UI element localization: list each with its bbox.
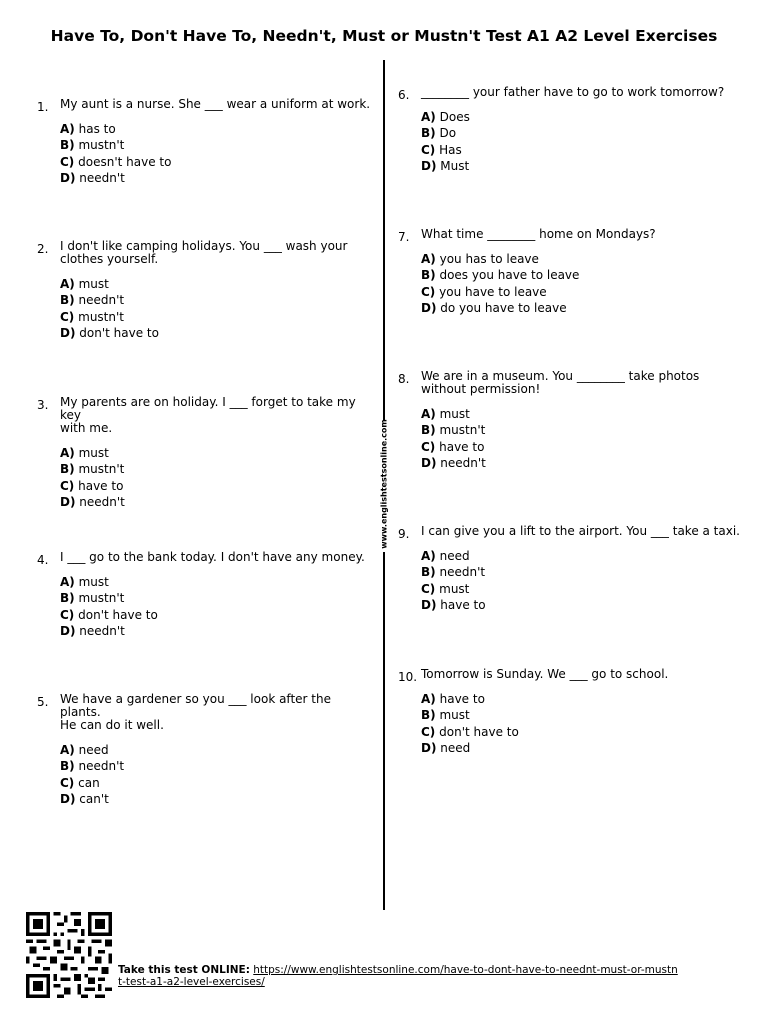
option-d[interactable] — [421, 300, 741, 316]
option-text: don't have to — [78, 607, 158, 622]
question-text: My parents are on holiday. I ___ forget to take my key with me. — [60, 395, 356, 435]
option-letter: A) — [60, 743, 75, 757]
option-letter: C) — [421, 581, 436, 596]
option-letter: A) — [60, 122, 75, 136]
option-c[interactable] — [421, 724, 741, 740]
option-d[interactable] — [60, 170, 375, 186]
option-text: needn't — [78, 293, 125, 308]
option-d[interactable] — [60, 791, 375, 807]
option-letter: B) — [421, 268, 436, 283]
option-letter: A) — [60, 575, 75, 589]
option-c[interactable] — [421, 439, 741, 455]
option-a[interactable] — [421, 691, 741, 707]
option-letter: A) — [421, 110, 436, 124]
option-text: must — [439, 708, 470, 723]
option-letter: D) — [60, 170, 76, 185]
option-letter: D) — [60, 623, 76, 638]
option-letter: D) — [60, 791, 76, 806]
option-a[interactable] — [421, 548, 741, 564]
page-title: Have To, Don't Have To, Needn't, Must or Mustn't Test A1 A2 Level Exercises — [50, 27, 718, 45]
option-b[interactable] — [60, 137, 375, 153]
question-text: My aunt is a nurse. She ___ wear a uniform at work. — [60, 97, 371, 111]
option-text: have to — [439, 692, 485, 706]
option-letter: D) — [60, 494, 76, 509]
question-text: I ___ go to the bank today. I don't have any money. — [60, 550, 365, 564]
option-text: don't have to — [439, 724, 519, 739]
test-online-link[interactable]: https://www.englishtestsonline.com/have-to-dont-have-to-neednt-must-or-mustnt-test-a1-a2-level-exercises/ — [118, 964, 678, 988]
option-c[interactable] — [60, 309, 375, 325]
option-text: does you have to leave — [439, 268, 580, 283]
question-number: 8. — [398, 372, 410, 386]
option-letter: A) — [421, 407, 436, 421]
option-text: must — [78, 575, 109, 589]
option-letter: B) — [421, 126, 436, 141]
option-letter: D) — [421, 740, 437, 755]
question-number: 5. — [37, 695, 49, 709]
option-a[interactable] — [60, 574, 375, 590]
option-letter: B) — [60, 462, 75, 477]
option-b[interactable] — [421, 707, 741, 723]
option-letter: C) — [60, 775, 75, 790]
question-number: 4. — [37, 553, 49, 567]
question-text: We have a gardener so you ___ look after the plants. He can do it well. — [60, 692, 331, 732]
option-text: mustn't — [78, 138, 125, 153]
option-text: have to — [439, 439, 485, 454]
option-letter: C) — [421, 284, 436, 299]
option-a[interactable] — [60, 742, 375, 758]
option-letter: C) — [60, 154, 75, 169]
option-letter: C) — [421, 142, 436, 157]
option-letter: D) — [421, 300, 437, 315]
option-text: Must — [440, 158, 470, 173]
option-text: need — [78, 743, 109, 757]
option-c[interactable] — [421, 284, 741, 300]
option-a[interactable] — [421, 251, 741, 267]
option-a[interactable] — [421, 109, 741, 125]
question-text: We are in a museum. You ________ take photos without permission! — [421, 369, 700, 396]
option-text: don't have to — [79, 325, 159, 340]
question-number: 6. — [398, 88, 410, 102]
option-a[interactable] — [60, 445, 375, 461]
option-c[interactable] — [60, 607, 375, 623]
option-letter: B) — [60, 759, 75, 774]
option-letter: C) — [421, 439, 436, 454]
question-text: What time ________ home on Mondays? — [421, 227, 656, 241]
option-text: Has — [439, 142, 462, 157]
option-c[interactable] — [60, 154, 375, 170]
option-c[interactable] — [60, 775, 375, 791]
option-a[interactable] — [60, 121, 375, 137]
column-divider-bottom — [383, 552, 385, 910]
option-c[interactable] — [60, 478, 375, 494]
option-text: can't — [79, 791, 109, 806]
watermark-url: www.englishtestsonline.com — [379, 419, 389, 549]
option-letter: A) — [60, 277, 75, 291]
option-text: doesn't have to — [78, 154, 172, 169]
option-letter: A) — [421, 692, 436, 706]
option-d[interactable] — [60, 325, 375, 341]
option-text: Does — [439, 110, 470, 124]
option-letter: B) — [421, 565, 436, 580]
option-d[interactable] — [60, 623, 375, 639]
option-text: must — [78, 277, 109, 291]
option-text: Do — [439, 126, 457, 141]
option-b[interactable] — [421, 267, 741, 283]
option-d[interactable] — [421, 158, 741, 174]
option-a[interactable] — [60, 276, 375, 292]
option-letter: B) — [60, 293, 75, 308]
option-b[interactable] — [60, 461, 375, 477]
option-letter: A) — [421, 252, 436, 266]
option-text: mustn't — [78, 462, 125, 477]
option-c[interactable] — [421, 142, 741, 158]
option-text: mustn't — [78, 591, 125, 606]
option-letter: D) — [421, 455, 437, 470]
option-b[interactable] — [60, 590, 375, 606]
option-text: have to — [440, 597, 486, 612]
option-letter: B) — [421, 708, 436, 723]
option-letter: C) — [60, 478, 75, 493]
question-number: 2. — [37, 242, 49, 256]
option-text: do you have to leave — [440, 300, 567, 315]
option-text: needn't — [79, 170, 125, 185]
option-letter: B) — [421, 423, 436, 438]
question-number: 9. — [398, 527, 410, 541]
option-letter: B) — [60, 138, 75, 153]
option-text: need — [439, 549, 470, 563]
option-text: must — [78, 446, 109, 460]
option-text: must — [439, 581, 470, 596]
option-text: needn't — [440, 455, 486, 470]
option-text: you has to leave — [439, 252, 539, 266]
option-text: must — [439, 407, 470, 421]
option-letter: B) — [60, 591, 75, 606]
option-text: needn't — [79, 494, 125, 509]
option-text: need — [440, 740, 471, 755]
option-d[interactable] — [421, 597, 741, 613]
option-text: needn't — [79, 623, 125, 638]
option-text: can — [78, 775, 100, 790]
option-b[interactable] — [60, 292, 375, 308]
option-letter: C) — [60, 309, 75, 324]
question-text: I don't like camping holidays. You ___ wash your clothes yourself. — [60, 239, 348, 266]
question-text: ________ your father have to go to work tomorrow? — [421, 85, 725, 99]
question-text: I can give you a lift to the airport. You ___ take a taxi. — [421, 524, 740, 538]
footer — [118, 964, 678, 988]
option-c[interactable] — [421, 581, 741, 597]
footer-label: Take this test ONLINE: — [118, 964, 250, 976]
option-letter: C) — [60, 607, 75, 622]
option-text: mustn't — [78, 309, 124, 324]
option-text: needn't — [78, 759, 125, 774]
question-number: 10. — [398, 670, 418, 684]
question-number: 1. — [37, 100, 49, 114]
option-b[interactable] — [60, 758, 375, 774]
question-number: 7. — [398, 230, 410, 244]
option-d[interactable] — [60, 494, 375, 510]
option-b[interactable] — [421, 125, 741, 141]
option-letter: A) — [60, 446, 75, 460]
option-text: you have to leave — [439, 284, 547, 299]
option-letter: D) — [421, 597, 437, 612]
column-divider-top — [383, 60, 385, 420]
option-b[interactable] — [421, 422, 741, 438]
option-letter: D) — [60, 325, 76, 340]
option-a[interactable] — [421, 406, 741, 422]
option-letter: A) — [421, 549, 436, 563]
option-text: have to — [78, 478, 124, 493]
option-d[interactable] — [421, 740, 741, 756]
option-text: needn't — [439, 565, 486, 580]
option-b[interactable] — [421, 564, 741, 580]
option-letter: C) — [421, 724, 436, 739]
option-text: mustn't — [439, 423, 486, 438]
qr-code-icon[interactable] — [24, 912, 114, 998]
option-text: has to — [78, 122, 116, 136]
question-text: Tomorrow is Sunday. We ___ go to school. — [421, 667, 669, 681]
option-d[interactable] — [421, 455, 741, 471]
question-number: 3. — [37, 398, 49, 412]
option-letter: D) — [421, 158, 437, 173]
